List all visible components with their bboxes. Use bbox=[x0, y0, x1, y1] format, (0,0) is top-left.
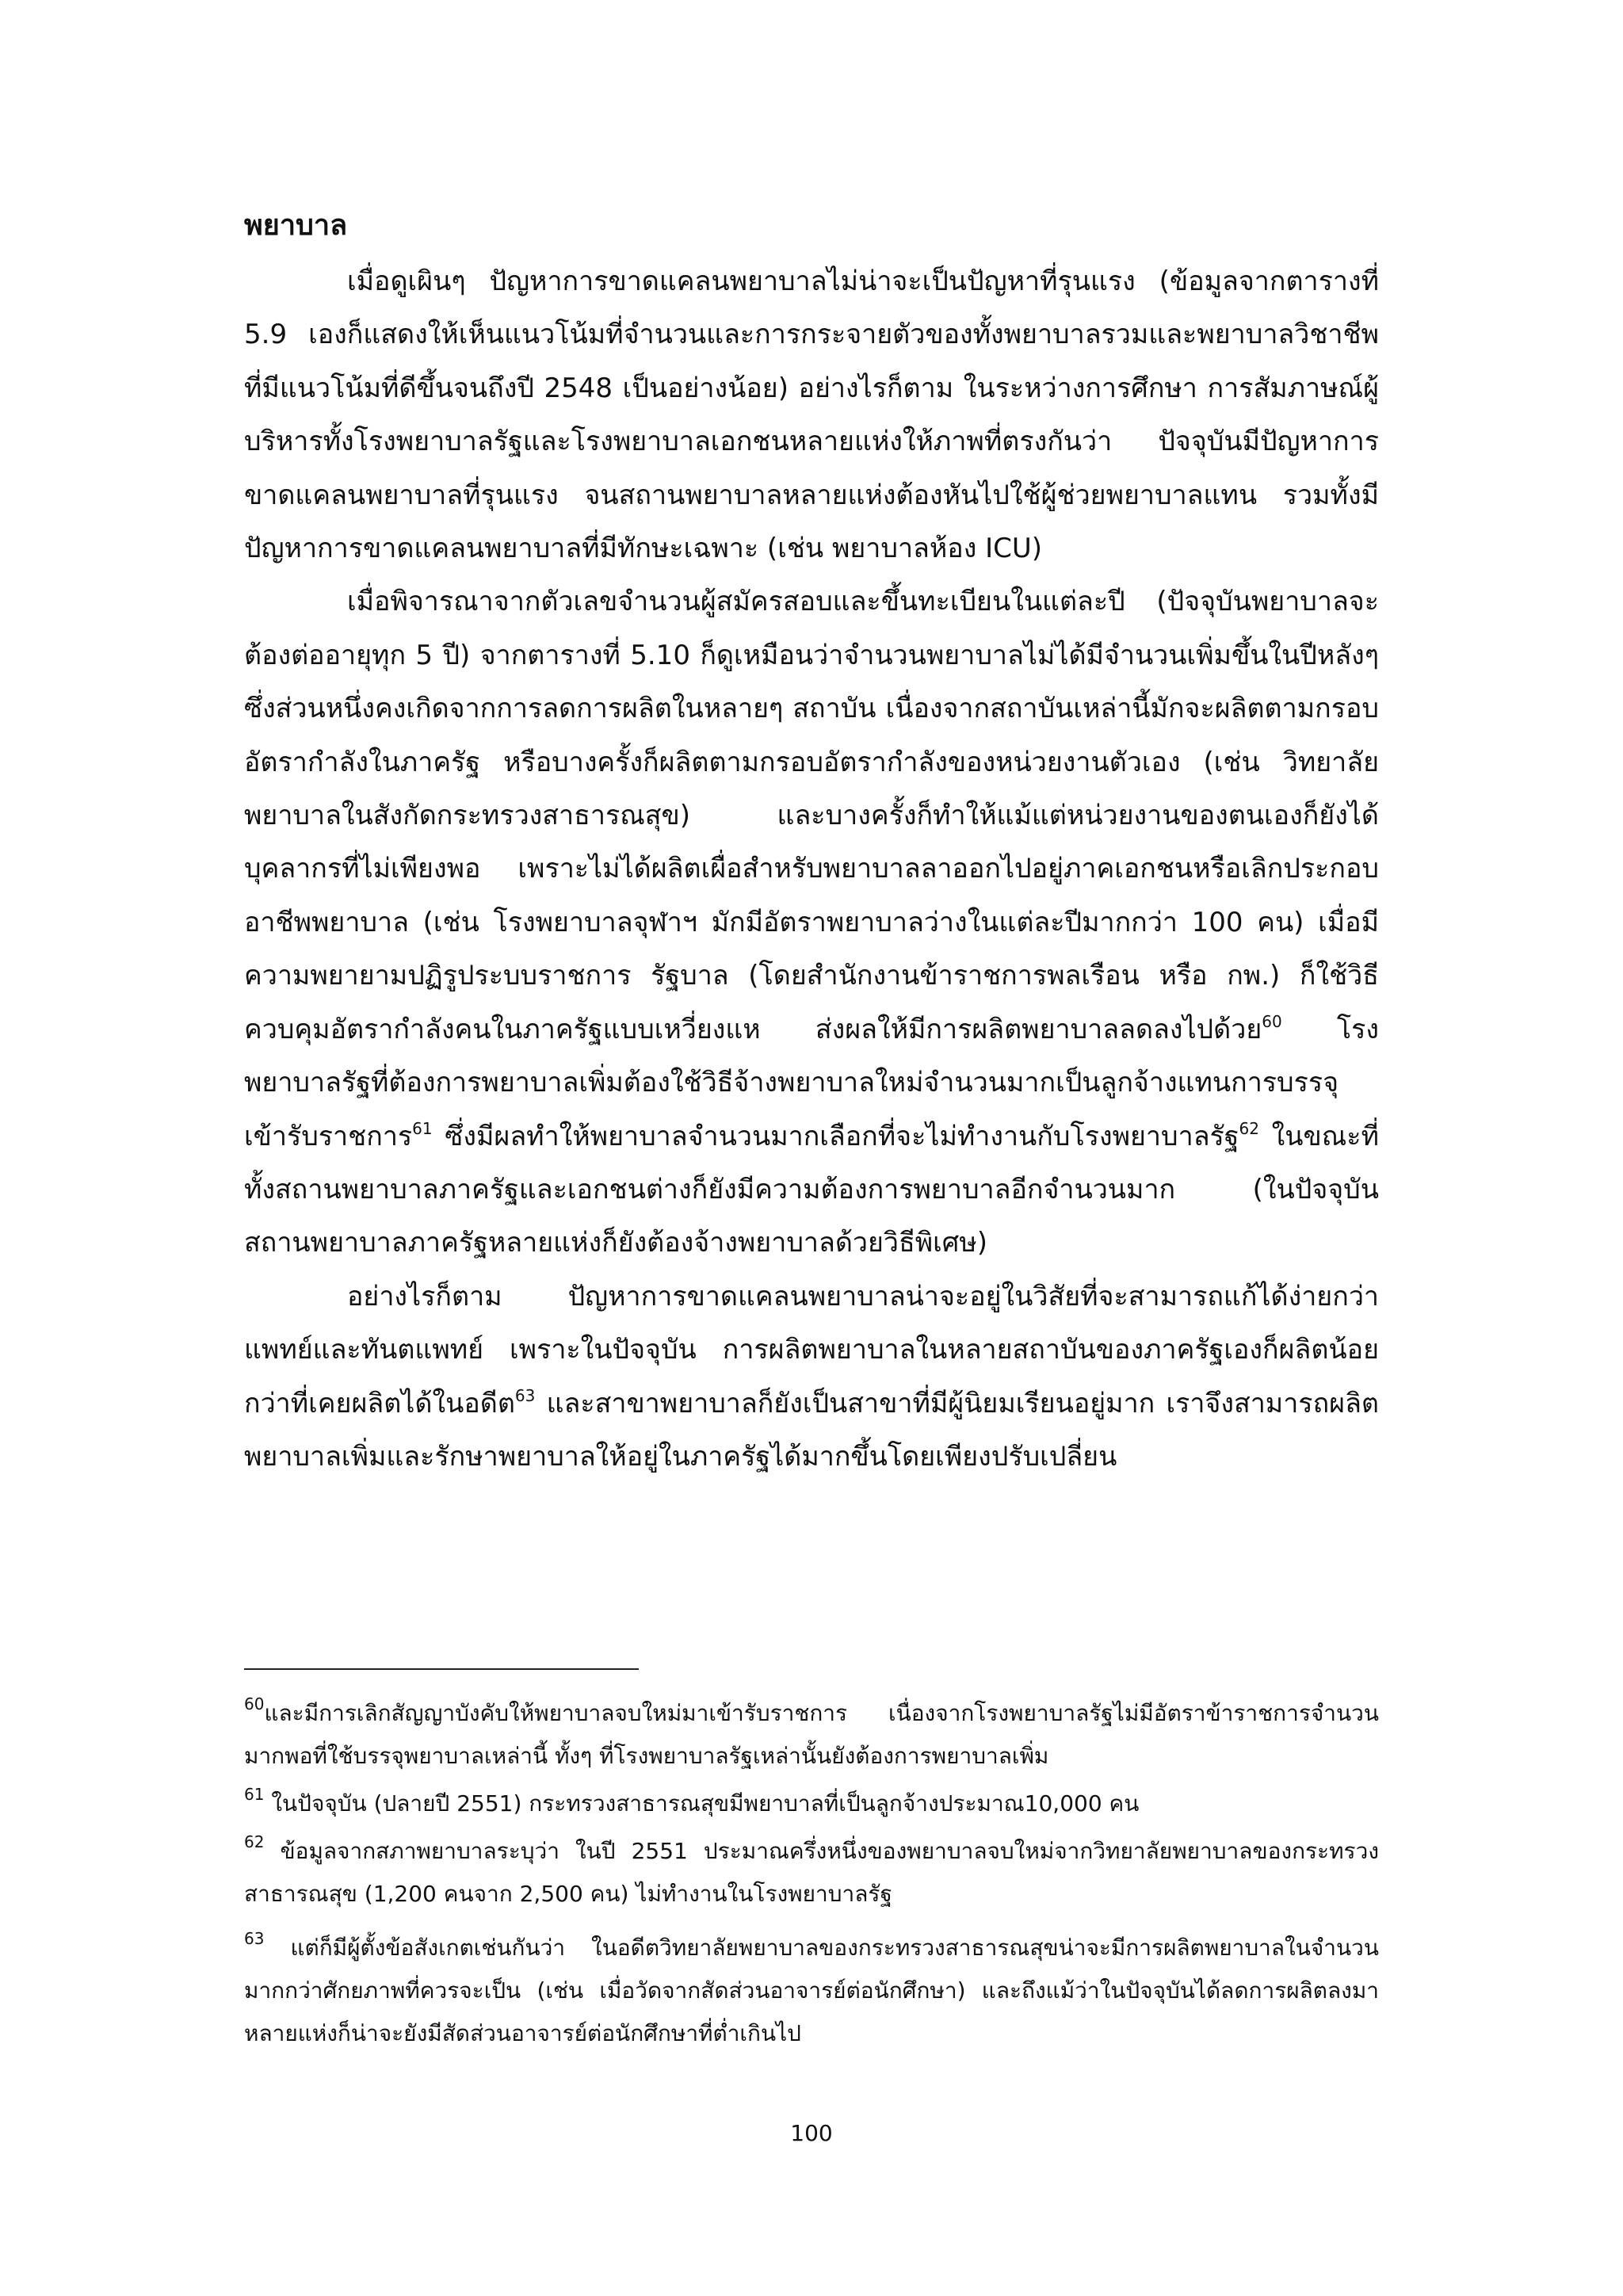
paragraph-1: เมื่อดูเผินๆ ปัญหาการขาดแคลนพยาบาลไม่น่าจะเป็นปัญหาที่รุนแรง (ข้อมูลจากตารางที่ 5.9 เองก็แสดงให้เห็นแนวโน้มที่จำนวนและการกระจายตัวของทั้งพยาบาลรวมและพยาบาลวิชาชีพที่มีแนวโน้มที่ดีขึ้นจนถึงปี 2548 เป็นอย่างน้อย) อย่างไรก็ตาม ในระหว่างการศึกษา การสัมภาษณ์ผู้บริหารทั้งโรงพยาบาลรัฐและโรงพยาบาลเอกชนหลายแห่งให้ภาพที่ตรงกันว่า ปัจจุบันมีปัญหาการขาดแคลนพยาบาลที่รุนแรง จนสถานพยาบาลหลายแห่งต้องหันไปใช้ผู้ช่วยพยาบาลแทน รวมทั้งมีปัญหาการขาดแคลนพยาบาลที่มีทักษะเฉพาะ (เช่น พยาบาลห้อง ICU) bbox=[244, 266, 1379, 565]
footnote-number: 61 bbox=[244, 1785, 265, 1804]
footnote-ref-63[interactable]: 63 bbox=[514, 1385, 536, 1405]
footnote-62 bbox=[244, 1830, 1379, 1916]
paragraph-3-text-b: และสาขาพยาบาลก็ยังเป็นสาขาที่มีผู้นิยมเรียนอยู่มาก เราจึงสามารถผลิตพยาบาลเพิ่มและรักษาพยาบาลให้อยู่ในภาครัฐได้มากขึ้นโดยเพียงปรับเปลี่ยน bbox=[244, 1387, 1379, 1473]
paragraph-2-text-d: ในขณะที่ทั้งสถานพยาบาลภาครัฐและเอกชนต่างก็ยังมีความต้องการพยาบาลอีกจำนวนมาก (ในปัจจุบัน สถานพยาบาลภาครัฐหลายแห่งก็ยังต้องจ้างพยาบาลด้วยวิธีพิเศษ) bbox=[244, 1120, 1379, 1259]
footnote-ref-61[interactable]: 61 bbox=[412, 1118, 433, 1138]
footnote-60 bbox=[244, 1692, 1379, 1778]
footnote-text: ในปัจจุบัน (ปลายปี 2551) กระทรวงสาธารณสุขมีพยาบาลที่เป็นลูกจ้างประมาณ10,000 คน bbox=[264, 1790, 1140, 1817]
paragraph-2-text-b: โรงพยาบาลรัฐที่ต้องการพยาบาลเพิ่มต้องใช้วิธีจ้างพยาบาลใหม่จำนวนมากเป็นลูกจ้างแทนการบรรจุเข้ารับราชการ bbox=[244, 1013, 1379, 1152]
footnote-text: และมีการเลิกสัญญาบังคับให้พยาบาลจบใหม่มาเข้ารับราชการ เนื่องจากโรงพยาบาลรัฐไม่มีอัตราข้าราชการจำนวนมากพอที่ใช้บรรจุพยาบาลเหล่านี้ ทั้งๆ ที่โรงพยาบาลรัฐเหล่านั้นยังต้องการพยาบาลเพิ่ม bbox=[244, 1700, 1379, 1769]
footnote-ref-60[interactable]: 60 bbox=[1262, 1011, 1282, 1031]
footnote-number: 62 bbox=[244, 1832, 265, 1851]
body-text bbox=[244, 255, 1379, 1484]
section-heading: พยาบาล bbox=[244, 209, 348, 242]
paragraph-3 bbox=[244, 1270, 1379, 1484]
page-number: 100 bbox=[790, 2120, 833, 2146]
footnotes bbox=[244, 1692, 1379, 2060]
paragraph-3-text-a: อย่างไรก็ตาม ปัญหาการขาดแคลนพยาบาลน่าจะอยู่ในวิสัยที่จะสามารถแก้ได้ง่ายกว่าแพทย์และทันตแพทย์ เพราะในปัจจุบัน การผลิตพยาบาลในหลายสถาบันของภาครัฐเองก็ผลิตน้อยกว่าที่เคยผลิตได้ในอดีต bbox=[244, 1280, 1379, 1419]
footnote-63 bbox=[244, 1927, 1379, 2055]
footnote-ref-62[interactable]: 62 bbox=[1239, 1118, 1259, 1138]
footnote-61 bbox=[244, 1782, 1379, 1825]
paragraph-2-text-c: ซึ่งมีผลทำให้พยาบาลจำนวนมากเลือกที่จะไม่ทำงานกับโรงพยาบาลรัฐ bbox=[432, 1120, 1239, 1152]
footnote-text: แต่ก็มีผู้ตั้งข้อสังเกตเช่นกันว่า ในอดีตวิทยาลัยพยาบาลของกระทรวงสาธารณสุขน่าจะมีการผลิตพยาบาลในจำนวนมากกว่าศักยภาพที่ควรจะเป็น (เช่น เมื่อวัดจากสัดส่วนอาจารย์ต่อนักศึกษา) และถึงแม้ว่าในปัจจุบันได้ลดการผลิตลงมา หลายแห่งก็น่าจะยังมีสัดส่วนอาจารย์ต่อนักศึกษาที่ต่ำเกินไป bbox=[244, 1935, 1379, 2046]
footnote-number: 60 bbox=[244, 1694, 265, 1713]
paragraph-2-text-a: เมื่อพิจารณาจากตัวเลขจำนวนผู้สมัครสอบและขึ้นทะเบียนในแต่ละปี (ปัจจุบันพยาบาลจะต้องต่ออายุทุก 5 ปี) จากตารางที่ 5.10 ก็ดูเหมือนว่าจำนวนพยาบาลไม่ได้มีจำนวนเพิ่มขึ้นในปีหลังๆ ซึ่งส่วนหนึ่งคงเกิดจากการลดการผลิตในหลายๆ สถาบัน เนื่องจากสถาบันเหล่านี้มักจะผลิตตามกรอบอัตรากำลังในภาครัฐ หรือบางครั้งก็ผลิตตามกรอบอัตรากำลังของหน่วยงานตัวเอง (เช่น วิทยาลัยพยาบาลในสังกัดกระทรวงสาธารณสุข) และบางครั้งก็ทำให้แม้แต่หน่วยงานของตนเองก็ยังได้บุคลากรที่ไม่เพียงพอ เพราะไม่ได้ผลิตเผื่อสำหรับพยาบาลลาออกไปอยู่ภาคเอกชนหรือเลิกประกอบอาชีพพยาบาล (เช่น โรงพยาบาลจุฬาฯ มักมีอัตราพยาบาลว่างในแต่ละปีมากกว่า 100 คน) เมื่อมีความพยายามปฏิรูประบบราชการ รัฐบาล (โดยสำนักงานข้าราชการพลเรือน หรือ กพ.) ก็ใช้วิธีควบคุมอัตรากำลังคนในภาครัฐแบบเหวี่ยงแห ส่งผลให้มีการผลิตพยาบาลลดลงไปด้วย bbox=[244, 586, 1379, 1045]
footnote-text: ข้อมูลจากสภาพยาบาลระบุว่า ในปี 2551 ประมาณครึ่งหนึ่งของพยาบาลจบใหม่จากวิทยาลัยพยาบาลของกระทรวงสาธารณสุข (1,200 คนจาก 2,500 คน) ไม่ทำงานในโรงพยาบาลรัฐ bbox=[244, 1838, 1379, 1907]
footnote-divider bbox=[244, 1668, 639, 1670]
paragraph-2 bbox=[244, 575, 1379, 1270]
footnote-number: 63 bbox=[244, 1929, 265, 1948]
